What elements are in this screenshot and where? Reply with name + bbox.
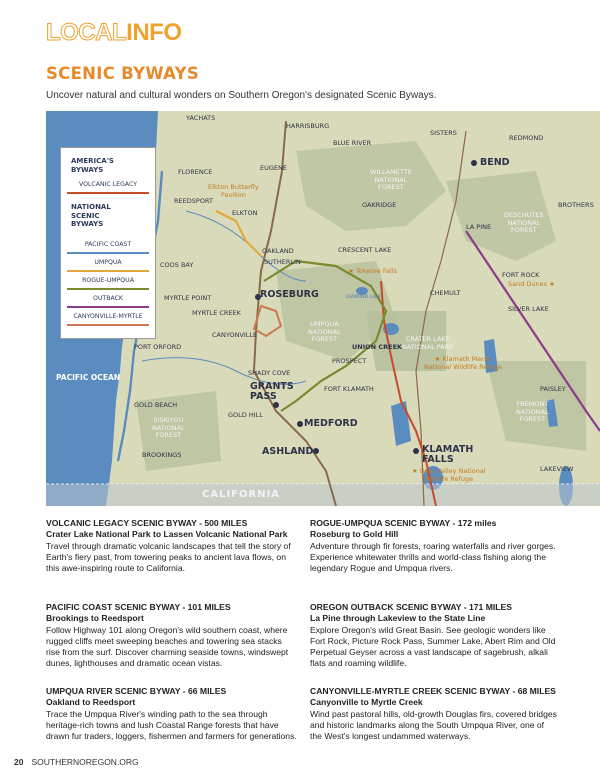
label-lakeview: LAKEVIEW (540, 465, 574, 473)
label-myrtle-creek: MYRTLE CREEK (192, 309, 241, 317)
byway-volcanic-legacy (46, 518, 298, 574)
label-diamond-lake: DIAMOND LAKE (346, 295, 381, 300)
label-deschutes-forest-line-3: FOREST (511, 226, 537, 234)
label-canyonville: CANYONVILLE (212, 331, 258, 339)
ashland-dot (313, 448, 319, 454)
label-willamette-forest-line-3: FOREST (378, 183, 404, 191)
label-toketee-falls: ★ Toketee Falls (348, 267, 398, 275)
label-fremont-forest-line-1: FREMONT (516, 400, 549, 408)
label-klamath-falls (422, 445, 473, 465)
label-california: CALIFORNIA (202, 489, 281, 500)
label-bear-valley (412, 467, 486, 483)
label-umpqua-forest-line-3: FOREST (311, 335, 338, 343)
label-fremont-forest-line-2: NATIONAL (516, 407, 549, 416)
label-paisley: PAISLEY (540, 385, 566, 393)
label-harrisburg: HARRISBURG (286, 122, 330, 130)
legend-swatch-canyonville-myrtle (67, 324, 149, 326)
label-toketee-falls-text: Toketee Falls (355, 267, 398, 275)
byway-route: La Pine through Lakeview to the State Line (310, 613, 486, 624)
label-coos-bay: COOS BAY (160, 261, 194, 269)
grants-pass-dot (273, 402, 279, 408)
legend-item-rogue-umpqua: ROGUE-UMPQUA (82, 277, 134, 284)
byway-rogue-umpqua (310, 518, 558, 574)
label-crater-lake-park-line-2: NATIONAL PARK (402, 342, 454, 351)
label-crater-lake-park-line-1: CRATER LAKE (405, 335, 450, 343)
label-klamath-marsh-line-2: National Wildlife Refuge (424, 363, 502, 371)
byway-title: VOLCANIC LEGACY SCENIC BYWAY - 500 MILES (46, 518, 248, 528)
byway-description: Trace the Umpqua River's winding path to the sea through heritage-rich towns and lush Coastal Range forests that have drawn fur traders, loggers, fishermen and farmers for generations. (46, 708, 297, 742)
byway-description: Adventure through fir forests, roaring waterfalls and river gorges. Experience whitewater thrills and world-class fishing along the legendary Rogue and Umpqua rivers. (310, 540, 556, 574)
label-siskiyou-forest-line-1: SISKIYOU (153, 416, 184, 424)
label-port-orford: PORT ORFORD (134, 343, 182, 351)
byway-umpqua-river (46, 686, 298, 742)
label-fort-klamath: FORT KLAMATH (324, 385, 374, 393)
label-chemult: CHEMULT (430, 289, 461, 297)
umpqua-route (216, 211, 261, 256)
legend-heading-national-line-1: NATIONAL (71, 203, 111, 211)
legend-item-umpqua: UMPQUA (94, 259, 122, 266)
label-bear-valley-line-2: Wildlife Refuge (424, 475, 474, 483)
label-elkton-butterfly-pavilion (208, 183, 259, 199)
label-grants-pass-line-1: GRANTS (250, 381, 294, 392)
label-sisters: SISTERS (430, 129, 457, 137)
label-fort-rock: FORT ROCK (502, 271, 540, 279)
label-klamath-falls-line-1: KLAMATH (422, 444, 474, 455)
label-sand-dunes: Sand Dunes ★ (508, 280, 555, 288)
legend-heading-america-line-1: AMERICA'S (71, 157, 114, 165)
label-siskiyou-forest-line-3: FOREST (155, 431, 182, 439)
label-deschutes-forest (504, 212, 544, 235)
label-willamette-forest (370, 169, 412, 192)
section-tag-outline: LOCAL (46, 19, 127, 46)
label-brothers: BROTHERS (558, 201, 594, 209)
bend-dot (471, 160, 477, 166)
label-siskiyou-forest (152, 417, 185, 440)
byway-pacific-coast (46, 602, 298, 670)
label-klamath-marsh-line-1: ★ Klamath Marsh (434, 355, 492, 363)
map-legend (60, 147, 156, 339)
legend-item-canyonville-myrtle: CANYONVILLE-MYRTLE (73, 313, 143, 320)
label-florence: FLORENCE (178, 168, 213, 176)
label-redmond: REDMOND (509, 134, 544, 142)
byway-route: Roseburg to Gold Hill (310, 529, 399, 540)
label-oakland: OAKLAND (262, 247, 294, 255)
label-yachats: YACHATS (186, 114, 216, 122)
legend-swatch-umpqua (67, 270, 149, 272)
label-roseburg: ROSEBURG (260, 289, 319, 300)
label-elkton-butterfly-pavilion-line-2: Pavilion (220, 191, 246, 199)
label-silver-lake: SILVER LAKE (508, 305, 549, 313)
byway-title: PACIFIC COAST SCENIC BYWAY - 101 MILES (46, 602, 231, 612)
section-tag-fill: INFO (126, 19, 182, 46)
label-bend: BEND (480, 157, 510, 168)
label-prospect: PROSPECT (332, 357, 367, 365)
legend-heading-america-line-2: BYWAYS (71, 165, 104, 174)
label-pacific-ocean: PACIFIC OCEAN (56, 373, 121, 382)
byway-description: Follow Highway 101 along Oregon's wild southern coast, where rugged cliffs meet sweeping beaches and towering sea stacks rise from the surf. Discover charming seaside towns, windswept dunes, lighthouses and dramatic ocean vistas. (46, 624, 289, 669)
legend-swatch-rogue-umpqua (67, 288, 149, 290)
byway-canyonville-myrtle-creek (310, 686, 558, 742)
label-grants-pass (250, 382, 294, 402)
label-deschutes-forest-line-1: DESCHUTES (504, 211, 544, 219)
label-siskiyou-forest-line-2: NATIONAL (152, 423, 185, 432)
medford-dot (297, 421, 303, 427)
byway-title: UMPQUA RIVER SCENIC BYWAY - 66 MILES (46, 686, 227, 696)
byway-route: Crater Lake National Park to Lassen Volcanic National Park (46, 529, 288, 540)
legend-swatch-pacific-coast (67, 252, 149, 254)
byway-description: Travel through dramatic volcanic landscapes that tell the story of Earth's fiery past, from towering peaks to ancient lava flows, on this awe-inspiring route to California. (46, 540, 291, 574)
byway-route: Oakland to Reedsport (46, 697, 136, 708)
label-umpqua-forest-line-1: UMPQUA (310, 320, 339, 328)
label-klamath-marsh (424, 355, 502, 371)
byway-route: Brookings to Reedsport (46, 613, 144, 624)
legend-heading-national-line-3: BYWAYS (71, 220, 104, 228)
legend-item-pacific-coast: PACIFIC COAST (84, 241, 132, 248)
byway-route: Canyonville to Myrtle Creek (310, 697, 423, 708)
label-fremont-forest-line-3: FOREST (519, 415, 546, 423)
label-elkton-butterfly-pavilion-line-1: Elkton Butterfly (208, 183, 259, 191)
diamond-lake-water (356, 287, 368, 295)
legend-heading-america (71, 157, 114, 174)
label-medford: MEDFORD (304, 418, 358, 429)
klamath-falls-dot (413, 448, 419, 454)
label-klamath-falls-line-2: FALLS (422, 454, 454, 465)
label-crater-lake-park (402, 336, 454, 351)
label-grants-pass-line-2: PASS (250, 391, 277, 402)
label-oakridge: OAKRIDGE (362, 201, 397, 209)
label-bear-valley-line-1: ★ Bear Valley National (412, 467, 486, 475)
legend-heading-national (71, 203, 111, 229)
label-ashland: ASHLAND (262, 446, 314, 457)
byway-description: Wind past pastoral hills, old-growth Douglas firs, covered bridges and historic landmarks along the South Umpqua River, one of the West's longest undammed waterways. (310, 708, 557, 742)
label-shady-cove: SHADY COVE (248, 369, 291, 377)
label-umpqua-forest (308, 321, 341, 344)
label-fremont-forest (516, 401, 549, 424)
label-blue-river: BLUE RIVER (333, 139, 372, 147)
page-subtitle: Uncover natural and cultural wonders on Southern Oregon's designated Scenic Byways. (46, 90, 437, 101)
label-eugene: EUGENE (260, 164, 287, 172)
legend-item-outback: OUTBACK (93, 295, 123, 302)
page-number: 20 (14, 757, 24, 767)
label-deschutes-forest-line-2: NATIONAL (507, 218, 541, 227)
label-klamath-marsh-line-1-text: Klamath Marsh (442, 355, 492, 363)
label-la-pine: LA PINE (466, 223, 492, 231)
california-band (46, 484, 600, 506)
label-willamette-forest-line-2: NATIONAL (374, 175, 408, 184)
label-sand-dunes-text: Sand Dunes (508, 280, 548, 288)
legend-heading-national-line-2: SCENIC (71, 211, 100, 220)
label-myrtle-point: MYRTLE POINT (164, 294, 212, 302)
page-title: SCENIC BYWAYS (46, 64, 200, 83)
byway-description: Explore Oregon's wild Great Basin. See geologic wonders like Fort Rock, Picture Rock Pass, Summer Lake, Abert Rim and Old Perpetual Geyser across a vast landscape of sagebrush, alkali flats and roaming wildlife. (310, 624, 556, 669)
byway-oregon-outback (310, 602, 558, 670)
byway-title: OREGON OUTBACK SCENIC BYWAY - 171 MILES (310, 602, 512, 612)
section-tag (46, 20, 181, 46)
label-sutherlin: SUTHERLIN (264, 258, 301, 266)
label-union-creek: UNION CREEK (352, 343, 403, 351)
label-crescent-lake: CRESCENT LAKE (338, 246, 392, 254)
byway-title: CANYONVILLE-MYRTLE CREEK SCENIC BYWAY - 68 MILES (310, 686, 556, 696)
label-willamette-forest-line-1: WILLAMETTE (370, 168, 412, 176)
legend-item-volcanic-legacy: VOLCANIC LEGACY (78, 181, 137, 188)
label-gold-beach: GOLD BEACH (134, 401, 178, 409)
label-umpqua-forest-line-2: NATIONAL (308, 327, 341, 336)
label-elkton: ELKTON (232, 209, 258, 217)
legend-swatch-outback (67, 306, 149, 308)
legend-swatch-volcanic-legacy (67, 192, 149, 194)
label-reedsport: REEDSPORT (174, 197, 213, 205)
byway-title: ROGUE-UMPQUA SCENIC BYWAY - 172 miles (310, 518, 497, 528)
upper-klamath-lake (391, 401, 411, 446)
scenic-byways-map (46, 111, 600, 506)
label-bear-valley-line-1-text: Bear Valley National (419, 467, 486, 475)
site-url[interactable]: SOUTHERNOREGON.ORG (31, 757, 139, 767)
page-footer (14, 757, 139, 767)
label-gold-hill: GOLD HILL (228, 411, 263, 419)
label-brookings: BROOKINGS (142, 451, 182, 459)
